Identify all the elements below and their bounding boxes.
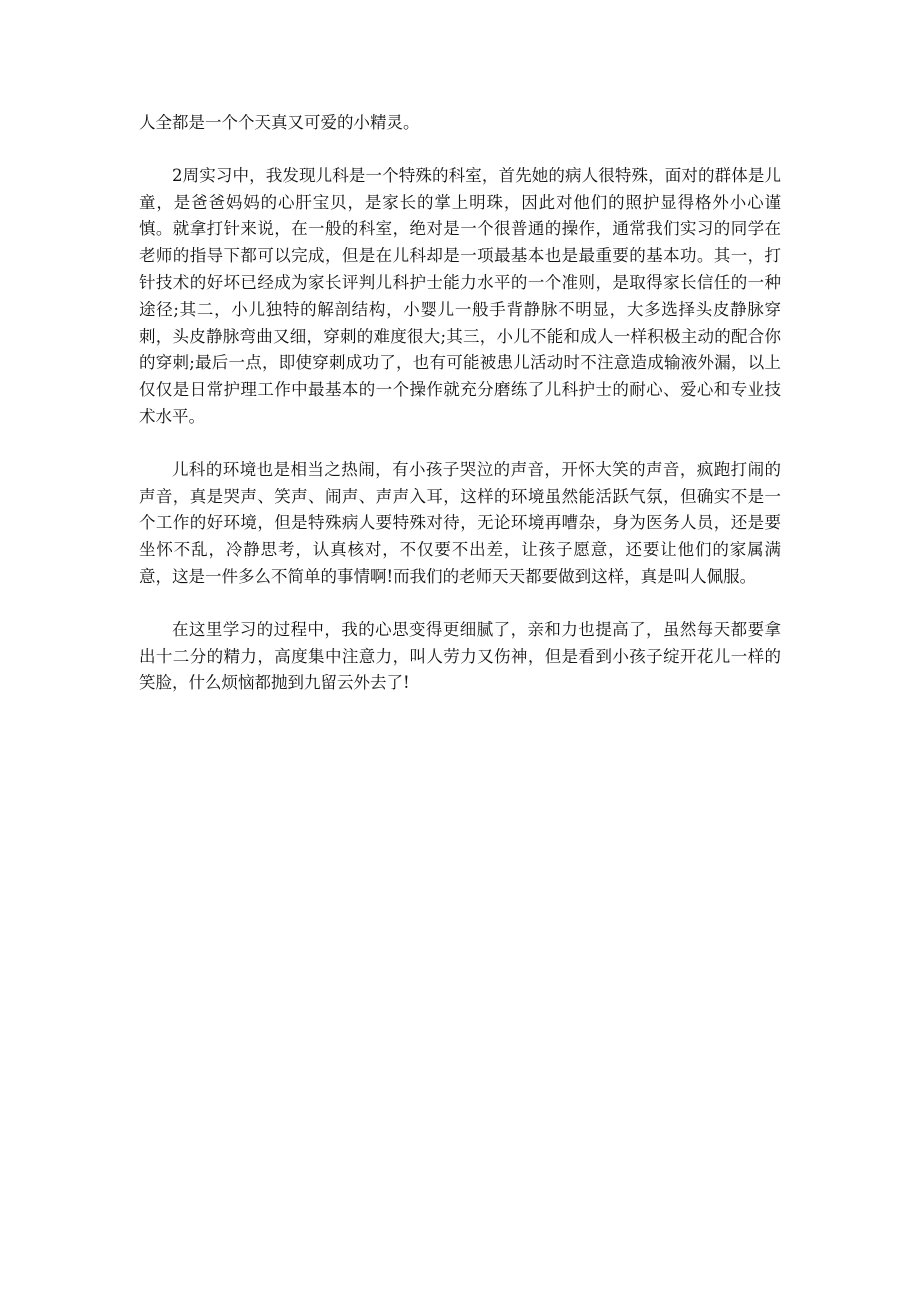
paragraph-2: 2周实习中，我发现儿科是一个特殊的科室，首先她的病人很特殊，面对的群体是儿童，是爸爸妈妈的心肝宝贝，是家长的掌上明珠，因此对他们的照护显得格外小心谨慎。就拿打针来说，在一般的科室，绝对是一个很普通的操作，通常我们实习的同学在老师的指导下都可以完成，但是在儿科却是一项最基本也是最重要的基本功。其一，打针技术的好坏已经成为家长评判儿科护士能力水平的一个准则，是取得家长信任的一种途径;其二，小儿独特的解剖结构，小婴儿一般手背静脉不明显，大多选择头皮静脉穿刺，头皮静脉弯曲又细，穿刺的难度很大;其三，小儿不能和成人一样积极主动的配合你的穿刺;最后一点，即使穿刺成功了，也有可能被患儿活动时不注意造成输液外漏，以上仅仅是日常护理工作中最基本的一个操作就充分磨练了儿科护士的耐心、爱心和专业技术水平。 bbox=[139, 165, 781, 426]
paragraph-1: 人全都是一个个天真又可爱的小精灵。 bbox=[139, 113, 420, 132]
paragraph-3: 儿科的环境也是相当之热闹，有小孩子哭泣的声音，开怀大笑的声音，疯跑打闹的声音，真是哭声、笑声、闹声、声声入耳，这样的环境虽然能活跃气氛，但确实不是一个工作的好环境，但是特殊病人要特殊对待，无论环境再嘈杂，身为医务人员，还是要坐怀不乱，冷静思考，认真核对，不仅要不出差，让孩子愿意，还要让他们的家属满意，这是一件多么不简单的事情啊!而我们的老师天天都要做到这样，真是叫人佩服。 bbox=[139, 459, 781, 586]
paragraph-4: 在这里学习的过程中，我的心思变得更细腻了，亲和力也提高了，虽然每天都要拿出十二分的精力，高度集中注意力，叫人劳力又伤神，但是看到小孩子绽开花儿一样的笑脸，什么烦恼都抛到九留云外去了! bbox=[139, 619, 781, 693]
document-body bbox=[139, 110, 781, 697]
